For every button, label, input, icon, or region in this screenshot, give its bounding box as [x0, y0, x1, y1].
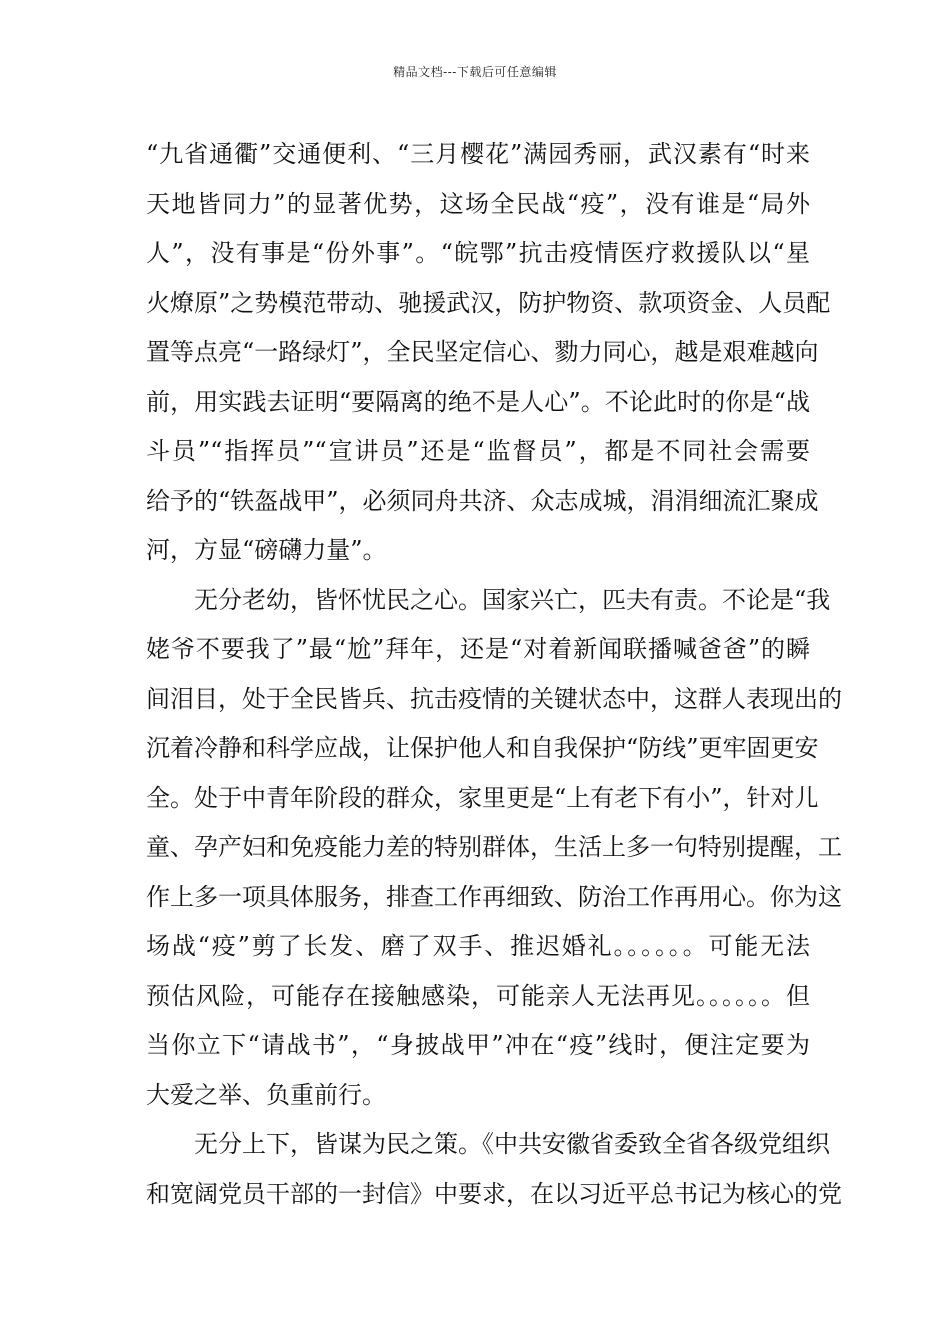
text-line: 人”，没有事是“份外事”。“皖鄂”抗击疫情医疗救援队以“星 — [146, 239, 810, 267]
document-body — [146, 130, 842, 1219]
text-line: 河，方显“磅礴力量”。 — [146, 536, 387, 564]
text-line: 童、孕产妇和免疫能力差的特别群体，生活上多一句特别提醒，工 — [146, 833, 842, 861]
text-line: 前，用实践去证明“要隔离的绝不是人心”。不论此时的你是“战 — [146, 387, 810, 416]
text-line: 当你立下“请战书”，“身披战甲”冲在“疫”线时，便注定要为 — [146, 1031, 810, 1059]
text-line: 作上多一项具体服务，排查工作再细致、防治工作再用心。你为这 — [146, 882, 842, 911]
text-line: 预估风险，可能存在接触感染，可能亲人无法再见。。。。。。但 — [146, 981, 810, 1010]
text-line: 大爱之举、负重前行。 — [146, 1080, 386, 1109]
page-header: 精品文档---下载后可任意编辑 — [393, 65, 557, 79]
paragraph-1 — [146, 130, 831, 576]
text-line: 置等点亮“一路绿灯”，全民坚定信心、勠力同心，越是艰难越向 — [146, 338, 819, 366]
text-line: 沉着冷静和科学应战，让保护他人和自我保护“防线”更牢固更安 — [146, 734, 819, 762]
text-line: 斗员”“指挥员”“宣讲员”还是“监督员”，都是不同社会需要 — [146, 437, 810, 465]
text-line: 无分老幼，皆怀忧民之心。国家兴亡，匹夫有责。不论是“我 — [194, 585, 831, 614]
text-line: 天地皆同力”的显著优势，这场全民战“疫”，没有谁是“局外 — [146, 189, 810, 218]
text-line: 全。处于中青年阶段的群众，家里更是“上有老下有小”，针对儿 — [146, 783, 819, 812]
text-line: 火燎原”之势模范带动、驰援武汉，防护物资、款项资金、人员配 — [146, 288, 831, 317]
paragraph-2 — [146, 576, 842, 1121]
text-line: 无分上下，皆谋为民之策。《中共安徽省委致全省各级党组织 — [194, 1130, 830, 1158]
paragraph-3 — [146, 1120, 842, 1219]
text-line: “九省通衢”交通便利、“三月樱花”满园秀丽，武汉素有“时来 — [146, 140, 810, 168]
text-line: 和宽阔党员干部的一封信》中要求，在以习近平总书记为核心的党 — [146, 1179, 842, 1208]
text-line: 姥爷不要我了”最“尬”拜年，还是“对着新闻联播喊爸爸”的瞬 — [146, 635, 810, 663]
text-line: 场战“疫”剪了长发、磨了双手、推迟婚礼。。。。。。可能无法 — [146, 932, 810, 960]
text-line: 给予的“铁盔战甲”，必须同舟共济、众志成城，涓涓细流汇聚成 — [146, 486, 819, 515]
text-line: 间泪目，处于全民皆兵、抗击疫情的关键状态中，这群人表现出的 — [146, 684, 842, 713]
